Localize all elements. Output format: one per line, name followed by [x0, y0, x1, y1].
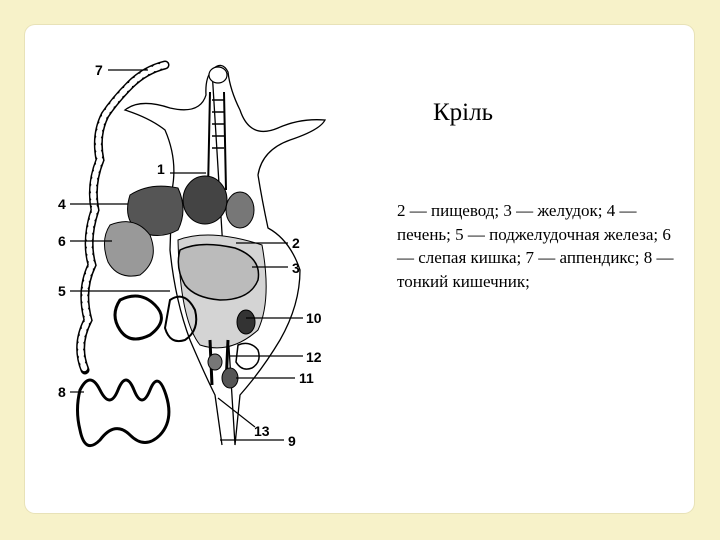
label-12: 12 — [306, 349, 322, 365]
slide-title: Кріль — [433, 99, 493, 126]
lung-right — [226, 192, 254, 228]
rabbit-anatomy-diagram — [50, 55, 340, 470]
figure-caption: 2 — пищевод; 3 — желудок; 4 — печень; 5 — поджелудочная железа; 6 — слепая кишка; 7 — аппендикс; 8 — тонкий кишечник; — [397, 201, 674, 291]
kidney — [237, 310, 255, 334]
label-2: 2 — [292, 235, 300, 251]
gland — [208, 354, 222, 370]
label-13: 13 — [254, 423, 270, 439]
label-3: 3 — [292, 260, 300, 276]
label-8: 8 — [58, 384, 66, 400]
label-10: 10 — [306, 310, 322, 326]
label-6: 6 — [58, 233, 66, 249]
label-1: 1 — [157, 161, 165, 177]
intestine-loop-mid — [115, 296, 161, 339]
heart-lungs — [183, 176, 227, 224]
label-11: 11 — [299, 370, 314, 386]
bladder — [222, 368, 238, 388]
cecum — [104, 222, 153, 276]
head — [209, 67, 227, 83]
label-7: 7 — [95, 62, 103, 78]
label-9: 9 — [288, 433, 296, 449]
label-5: 5 — [58, 283, 66, 299]
small-intestine-loops — [78, 380, 169, 446]
label-4: 4 — [58, 196, 66, 212]
